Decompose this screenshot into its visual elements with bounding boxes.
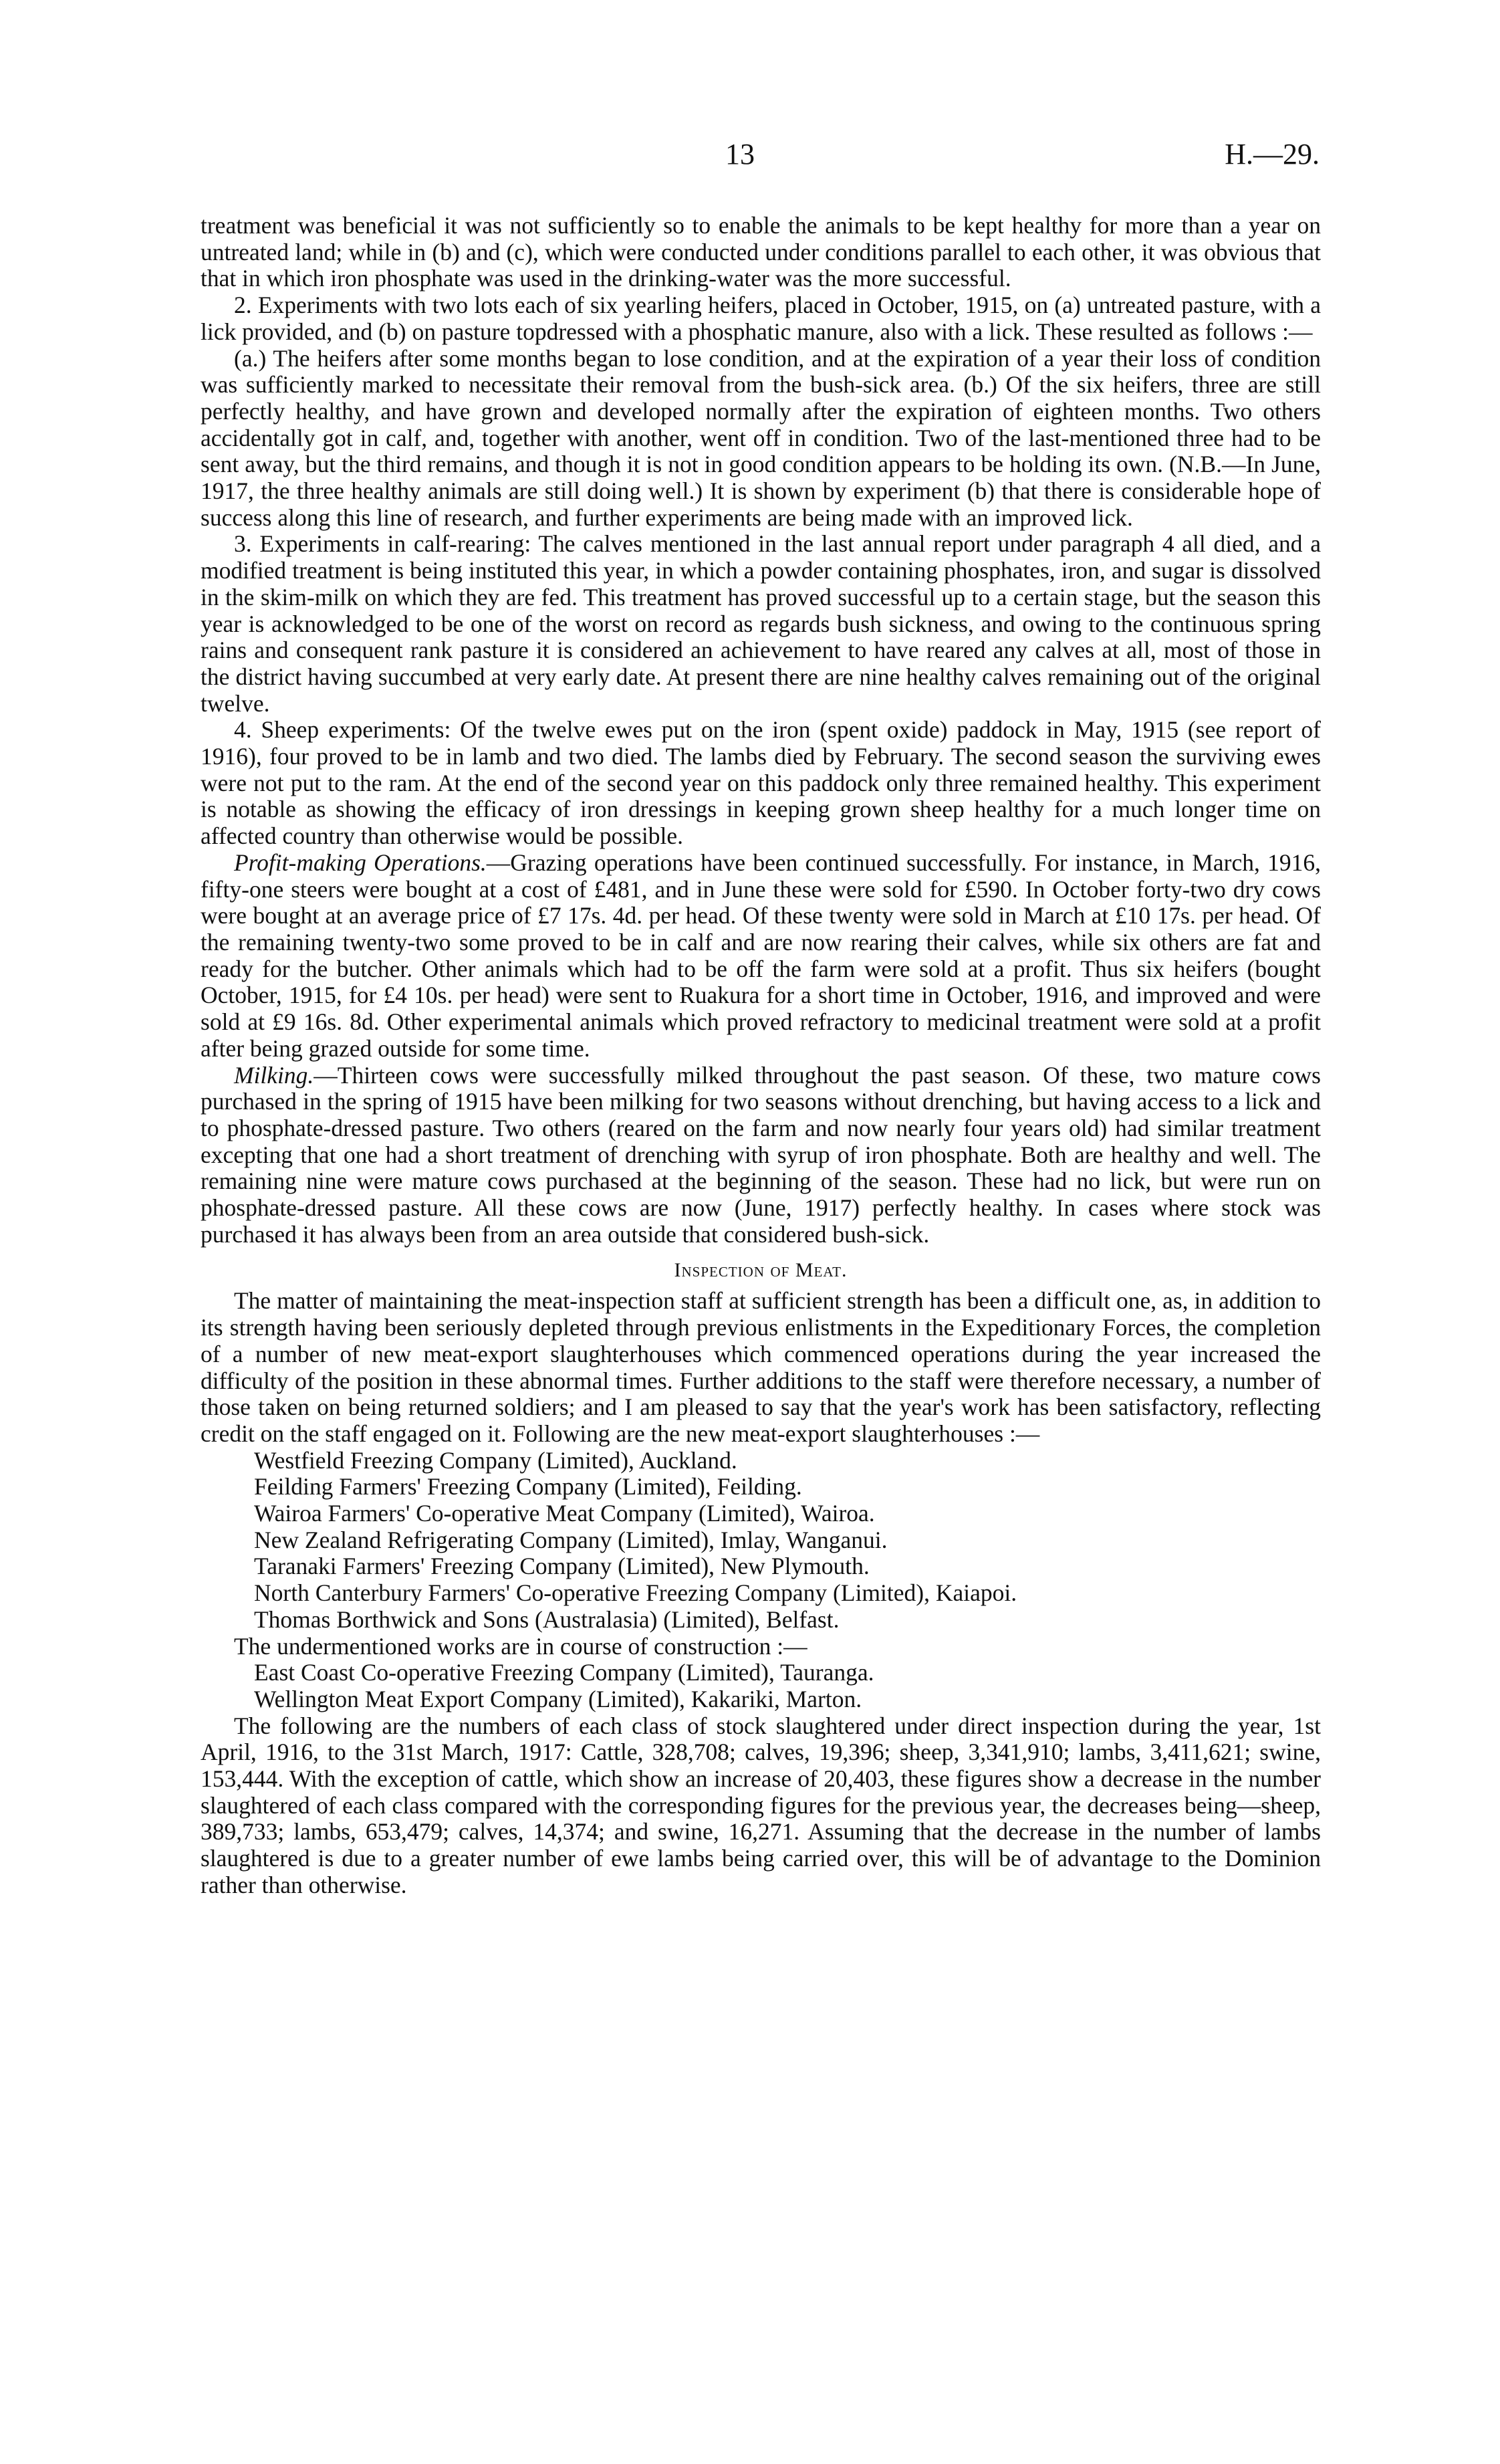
paragraph-slaughter-statistics: The following are the numbers of each class of stock slaughtered under direct inspection during the year, 1st April, 1916, to the 31st March, 1917: Cattle, 328,708; calves, 19,396; sheep, 3,341,910; lambs, 3,411,621; swine, 153,444. With the exception of cattle, which show an increase of 20,403, these figures show a decrease in the number slaughtered of each class compared with the corresponding figures for the previous year, the decreases being—sheep, 389,733; lambs, 653,479; calves, 14,374; and swine, 16,271. Assuming that the decrease in the number of lambs slaughtered is due to a greater number of ewe lambs being carried over, this will be of advantage to the Dominion rather than otherwise. [201, 1712, 1321, 1898]
new-slaughterhouses-list [201, 1448, 1321, 1634]
document-reference: H.—29. [1225, 138, 1320, 171]
section-heading: Inspection of Meat. [674, 1259, 848, 1282]
list-item: North Canterbury Farmers' Co-operative Freezing Company (Limited), Kaiapoi. [254, 1579, 1017, 1607]
run-in-heading: Profit-making Operations. [234, 849, 487, 876]
paragraph-heifer-results: (a.) The heifers after some months began to lose condition, and at the expiration of a year their loss of condition was sufficiently marked to necessitate their removal from the bush-sick area. (b.) Of the six heifers, three are still perfectly healthy, and have grown and developed normally after the expiration of eighteen months. Two others accidentally got in calf, and, together with another, went off in condition. Two of the last-mentioned three had to be sent away, but the third remains, and though it is not in good condition appears to be holding its own. (N.B.—In June, 1917, the three healthy animals are still doing well.) It is shown by experiment (b) that there is considerable hope of success along this line of research, and further experiments are being made with an improved lick. [201, 344, 1321, 531]
paragraph-text: —Thirteen cows were successfully milked throughout the past season. Of these, two mature cows purchased in the spring of 1915 have been milking for two seasons without drenching, but having access to a lick and to phosphate-dressed pasture. Two others (reared on the farm and now nearly four years old) had similar treatment excepting that one had a short treatment of drenching with syrup of iron phosphate. Both are healthy and well. The remaining nine were mature cows purchased at the beginning of the season. These had no lick, but were run on phosphate-dressed pasture. All these cows are now (June, 1917) perfectly healthy. In cases where stock was purchased it has always been from an area outside that considered bush-sick. [201, 1061, 1321, 1248]
paragraph-meat-inspection-staff: The matter of maintaining the meat-inspection staff at sufficient strength has been a difficult one, as, in addition to its strength having been seriously depleted through previous enlistments in the Expeditionary Forces, the completion of a number of new meat-export slaughterhouses which commenced operations during the year increased the difficulty of the position in these abnormal times. Further additions to the staff were therefore necessary, a number of those taken on being returned soldiers; and I am pleased to say that the year's work has been satisfactory, reflecting credit on the staff engaged on it. Following are the new meat-export slaughterhouses :— [201, 1287, 1321, 1447]
list-item: Feilding Farmers' Freezing Company (Limited), Feilding. [254, 1473, 802, 1500]
paragraph-sheep-experiments: 4. Sheep experiments: Of the twelve ewes put on the iron (spent oxide) paddock in May, 1915 (see report of 1916), four proved to be in lamb and two died. The lambs died by February. The second season the surviving ewes were not put to the ram. At the end of the second year on this paddock only three remained healthy. This experiment is notable as showing the efficacy of iron dressings in keeping grown sheep healthy for a much longer time on affected country than otherwise would be possible. [201, 716, 1321, 850]
list-item: Thomas Borthwick and Sons (Australasia) (Limited), Belfast. [254, 1605, 840, 1633]
list-item: Westfield Freezing Company (Limited), Auckland. [254, 1446, 737, 1474]
paragraph-text: —Grazing operations have been continued successfully. For instance, in March, 1916, fifty-one steers were bought at a cost of £481, and in June these were sold for £590. In October forty-two dry cows were bought at an average price of £7 17s. 4d. per head. Of these twenty were sold in March at £10 17s. per head. Of the remaining twenty-two some proved to be in calf and are now rearing their calves, while six others are fat and ready for the butcher. Other animals which had to be off the farm were sold at a profit. Thus six heifers (bought October, 1915, for £4 10s. per head) were sent to Ruakura for a short time in October, 1916, and improved and were sold at £9 16s. 8d. Other experimental animals which proved refractory to medicinal treatment were sold at a profit after being grazed outside for some time. [201, 849, 1321, 1062]
paragraph-heifer-experiments: 2. Experiments with two lots each of six yearling heifers, placed in October, 1915, on (a) untreated pasture, with a lick provided, and (b) on pasture topdressed with a phosphatic manure, also with a lick. These resulted as follows :— [201, 292, 1321, 345]
document-body [201, 213, 1321, 1899]
list-item: Taranaki Farmers' Freezing Company (Limited), New Plymouth. [254, 1553, 870, 1580]
paragraph-milking [201, 1062, 1321, 1248]
paragraph-calf-rearing: 3. Experiments in calf-rearing: The calves mentioned in the last annual report under paragraph 4 all died, and a modified treatment is being instituted this year, in which a powder containing phosphates, iron, and sugar is dissolved in the skim-milk on which they are fed. This treatment has proved successful up to a certain stage, but the season this year is acknowledged to be one of the worst on record as regards bush sickness, and owing to the continuous spring rains and consequent rank pasture it is considered an achievement to have reared any calves at all, most of those in the district having succumbed at very early date. At present there are nine healthy calves remaining out of the original twelve. [201, 530, 1321, 717]
paragraph-continuation: treatment was beneficial it was not sufficiently so to enable the animals to be kept healthy for more than a year on untreated land; while in (b) and (c), which were conducted under conditions parallel to each other, it was obvious that that in which iron phosphate was used in the drinking-water was the more successful. [201, 212, 1321, 292]
list-item: East Coast Co-operative Freezing Company (Limited), Tauranga. [254, 1659, 874, 1686]
construction-works-list [201, 1660, 1321, 1712]
paragraph-profit-making [201, 850, 1321, 1062]
page-number: 13 [725, 138, 755, 171]
list-item: Wairoa Farmers' Co-operative Meat Company (Limited), Wairoa. [254, 1500, 875, 1527]
paragraph-construction-intro: The undermentioned works are in course of construction :— [234, 1632, 807, 1660]
list-item: New Zealand Refrigerating Company (Limited), Imlay, Wanganui. [254, 1526, 888, 1553]
run-in-heading: Milking. [234, 1061, 314, 1089]
list-item: Wellington Meat Export Company (Limited), Kakariki, Marton. [254, 1685, 862, 1712]
